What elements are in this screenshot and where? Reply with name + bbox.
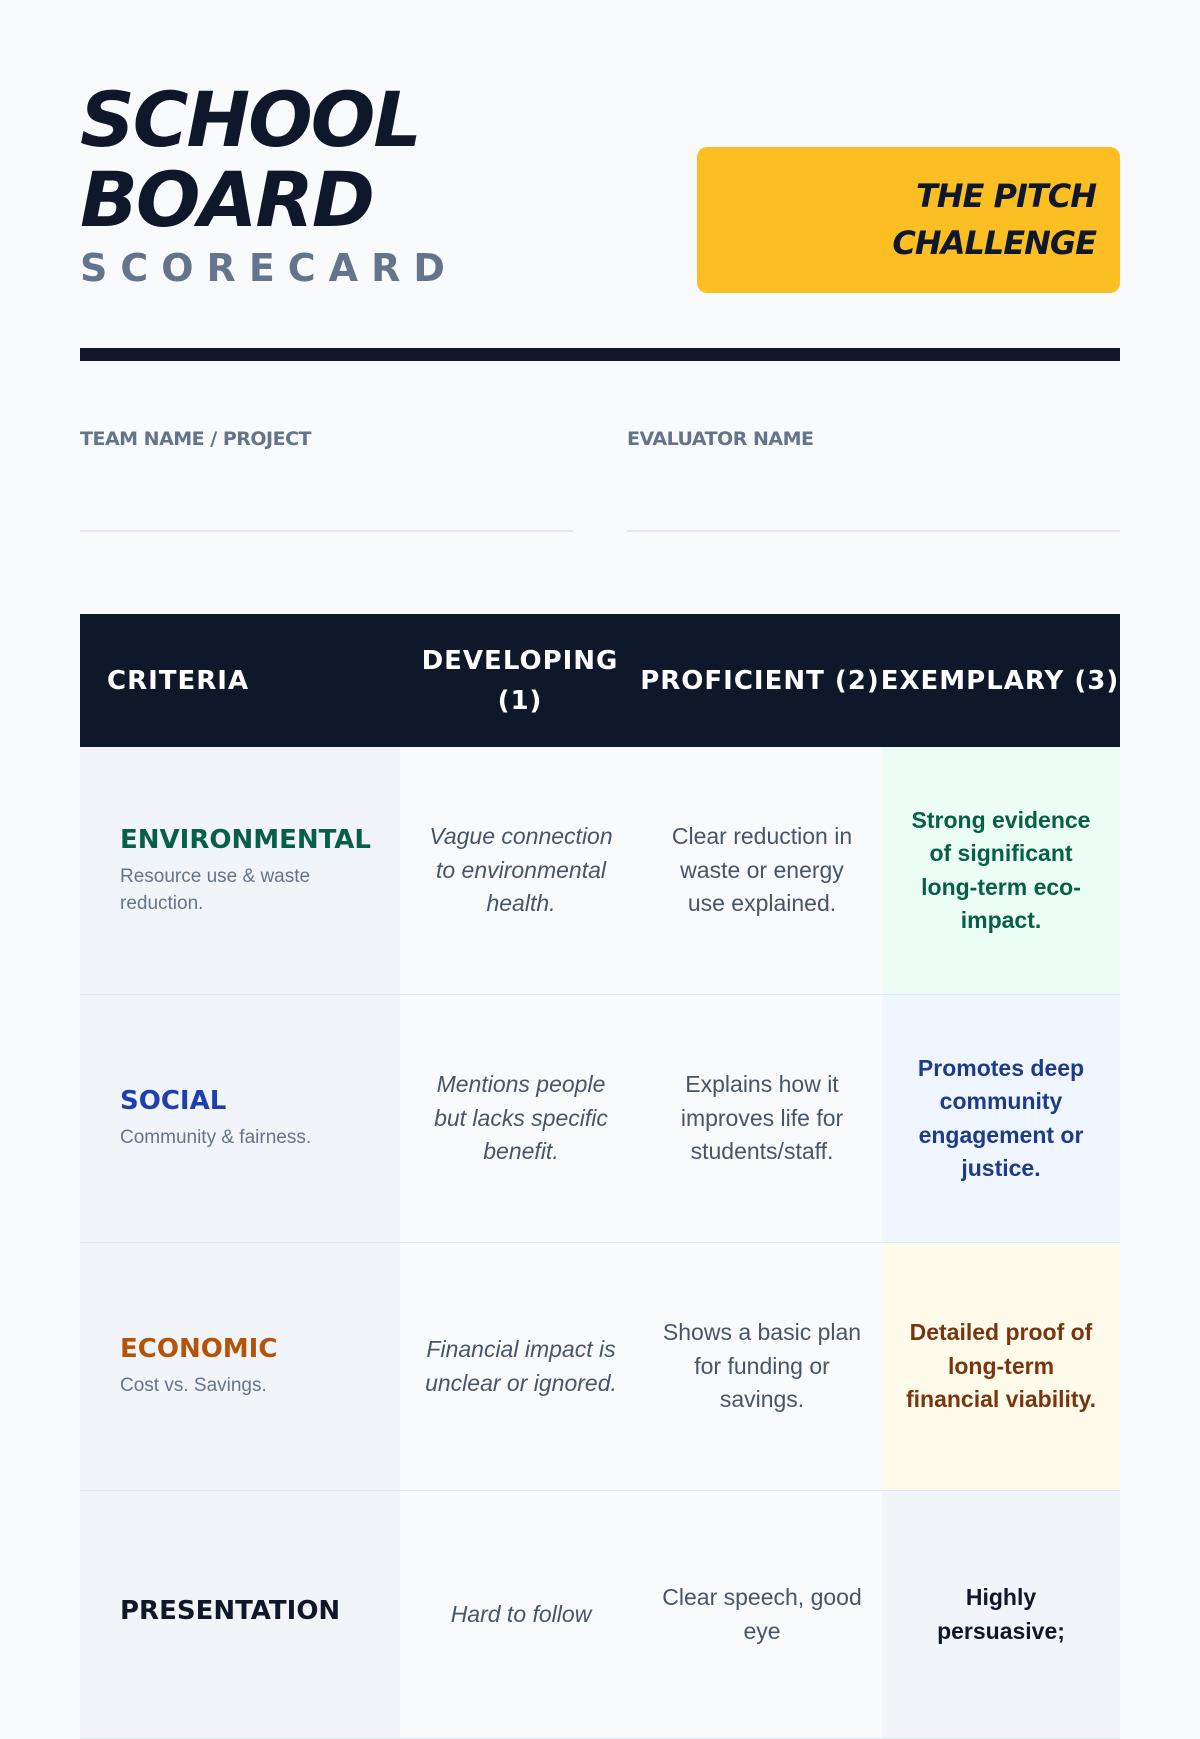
proficient-cell: Clear reduction in waste or energy use explained. <box>642 747 882 994</box>
criteria-description: Resource use & waste reduction. <box>120 865 311 914</box>
criteria-name: PRESENTATION <box>120 1595 341 1626</box>
rubric-row-environmental <box>80 747 1120 995</box>
pitch-challenge-badge <box>697 147 1120 293</box>
team-name-line[interactable] <box>80 530 573 532</box>
exemplary-cell: Strong evidence of significant long-term eco-impact. <box>882 747 1120 994</box>
evaluator-name-field[interactable] <box>627 428 1120 450</box>
proficient-cell: Shows a basic plan for funding or savings. <box>642 1243 882 1490</box>
team-name-label: TEAM NAME / PROJECT <box>80 428 311 450</box>
title-board: BOARD <box>80 155 373 244</box>
criteria-cell <box>80 747 400 994</box>
rubric-row-presentation <box>80 1491 1120 1739</box>
developing-cell: Mentions people but lacks specific benefit. <box>400 995 642 1242</box>
proficient-cell: Clear speech, good eye <box>642 1491 882 1738</box>
header-divider <box>80 348 1120 361</box>
scorecard-page <box>80 0 1120 1644</box>
criteria-cell <box>80 1491 400 1738</box>
title-school: SCHOOL <box>80 75 420 164</box>
team-name-field[interactable] <box>80 428 573 450</box>
header-developing: DEVELOPING (1) <box>421 645 619 716</box>
title-block <box>80 75 458 290</box>
developing-cell: Hard to follow <box>400 1491 642 1738</box>
exemplary-cell: Promotes deep community engagement or justice. <box>882 995 1120 1242</box>
criteria-cell <box>80 1243 400 1490</box>
criteria-name: ECONOMIC <box>120 1334 278 1364</box>
criteria-cell <box>80 995 400 1242</box>
evaluator-name-label: EVALUATOR NAME <box>627 428 814 450</box>
proficient-cell: Explains how it improves life for students/staff. <box>642 995 882 1242</box>
developing-cell: Financial impact is unclear or ignored. <box>400 1243 642 1490</box>
criteria-description: Community & fairness. <box>120 1127 312 1148</box>
badge-line-2: CHALLENGE <box>892 224 1096 262</box>
rubric-row-social <box>80 995 1120 1243</box>
subtitle-scorecard: SCORECARD <box>80 246 458 290</box>
criteria-description: Cost vs. Savings. <box>120 1375 267 1396</box>
header-criteria: CRITERIA <box>107 665 250 696</box>
developing-cell: Vague connection to environmental health. <box>400 747 642 994</box>
criteria-name: ENVIRONMENTAL <box>120 824 371 855</box>
rubric-table <box>80 614 1120 1739</box>
evaluator-name-line[interactable] <box>627 530 1120 532</box>
exemplary-cell: Detailed proof of long-term financial viability. <box>882 1243 1120 1490</box>
badge-line-1: THE PITCH <box>915 177 1096 215</box>
header-exemplary: EXEMPLARY (3) <box>880 665 1120 696</box>
header-proficient: PROFICIENT (2) <box>640 665 880 696</box>
rubric-row-economic <box>80 1243 1120 1491</box>
rubric-header-row <box>80 614 1120 747</box>
exemplary-cell: Highly persuasive; <box>882 1491 1120 1738</box>
criteria-name: SOCIAL <box>120 1086 227 1116</box>
